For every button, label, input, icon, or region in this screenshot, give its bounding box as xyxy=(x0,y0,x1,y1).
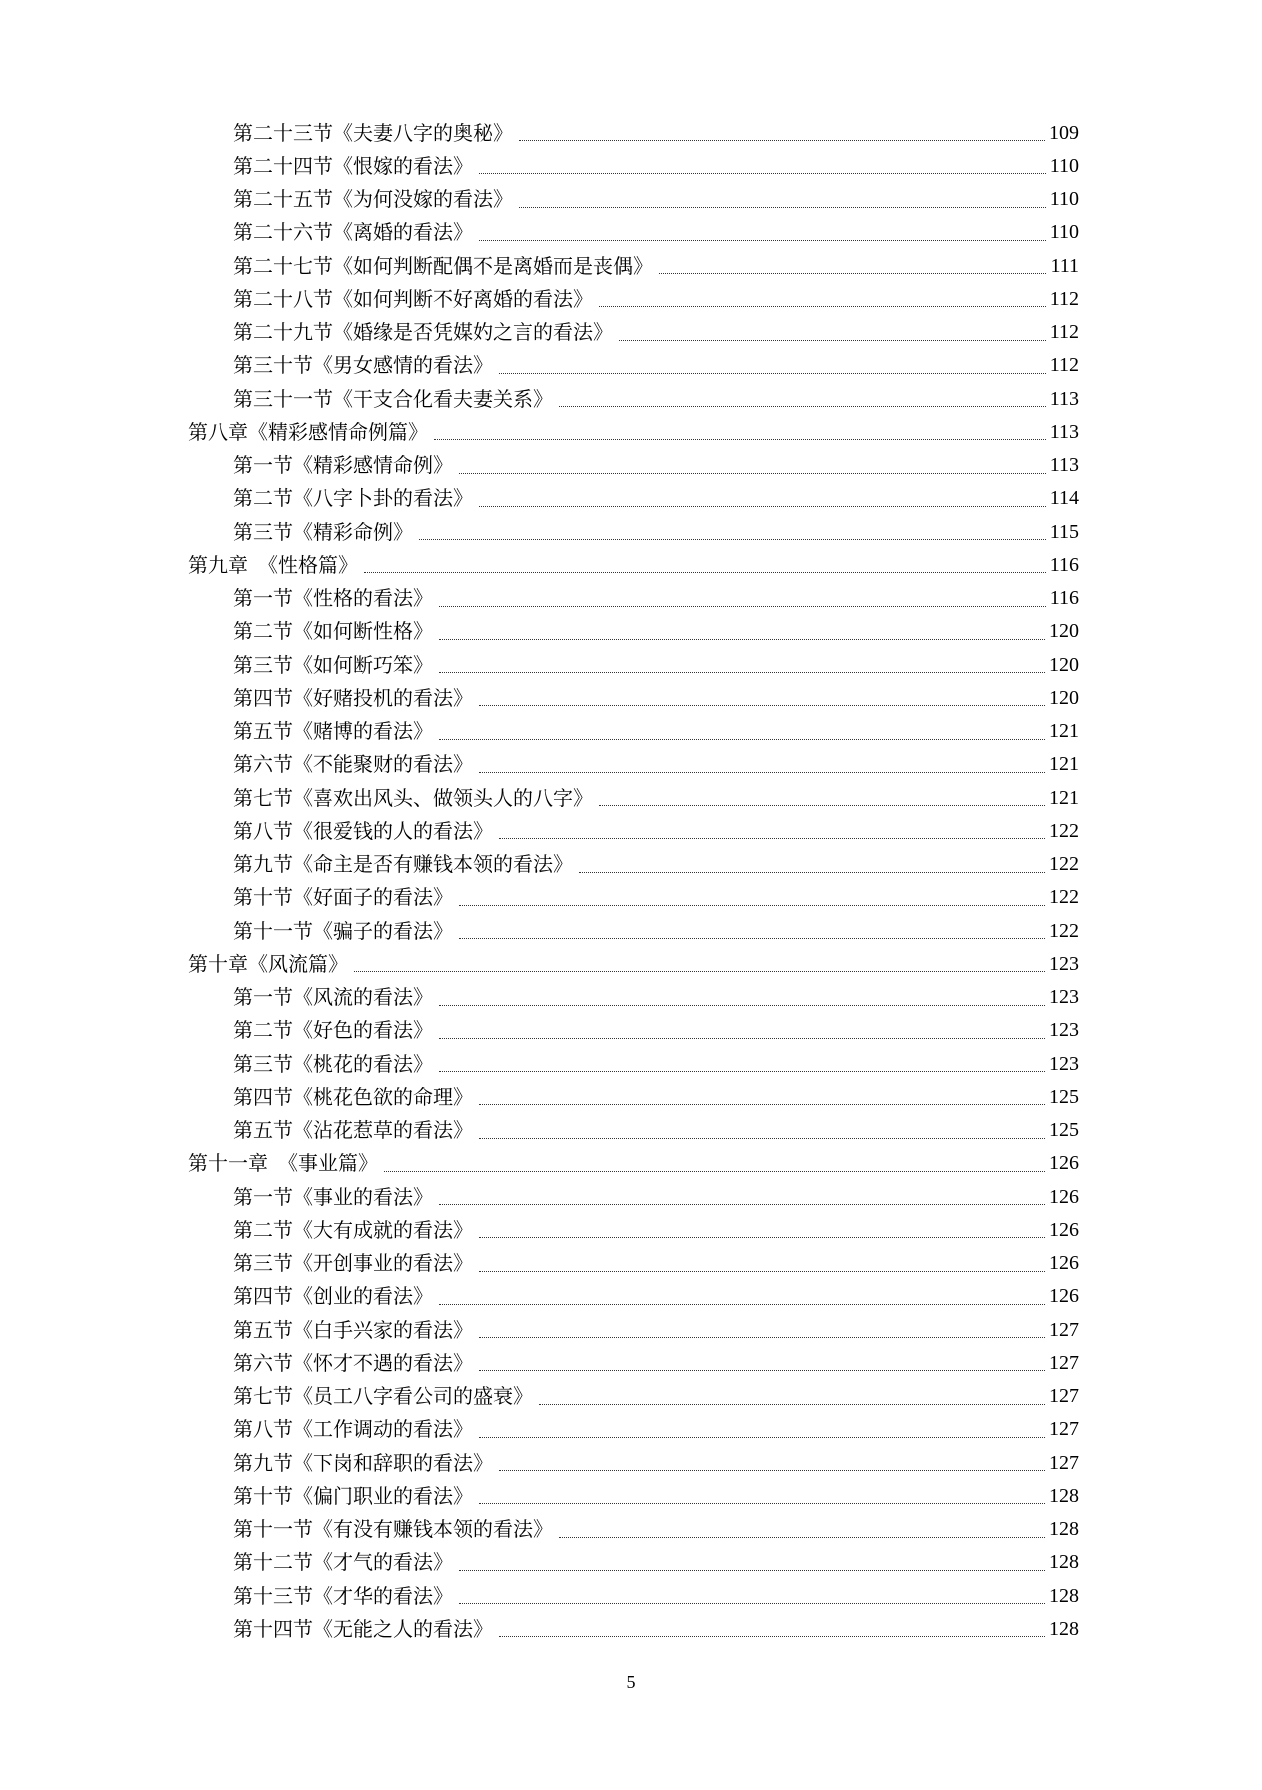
toc-section-entry[interactable] xyxy=(0,781,1079,814)
toc-dot-leader xyxy=(459,938,1045,939)
toc-entry-title: 第二节《如何断性格》 xyxy=(233,619,433,644)
toc-entry-page-number: 123 xyxy=(1049,952,1079,975)
toc-entry-title: 第二节《好色的看法》 xyxy=(233,1018,433,1043)
toc-entry-title: 第三节《桃花的看法》 xyxy=(233,1051,433,1076)
toc-section-entry[interactable] xyxy=(0,814,1079,847)
toc-section-entry[interactable] xyxy=(0,1479,1079,1512)
toc-dot-leader xyxy=(599,306,1046,307)
toc-section-entry[interactable] xyxy=(0,515,1079,548)
toc-section-entry[interactable] xyxy=(0,981,1079,1014)
toc-section-entry[interactable] xyxy=(0,183,1079,216)
toc-dot-leader xyxy=(479,1237,1045,1238)
toc-entry-title: 第六节《怀才不遇的看法》 xyxy=(233,1350,473,1375)
toc-entry-title: 第九章 《性格篇》 xyxy=(188,552,358,577)
toc-entry-title: 第十一节《有没有赚钱本领的看法》 xyxy=(233,1517,553,1542)
toc-entry-page-number: 123 xyxy=(1049,1019,1079,1042)
toc-chapter-entry[interactable] xyxy=(0,548,1079,581)
toc-entry-title: 第二节《八字卜卦的看法》 xyxy=(233,486,473,511)
toc-entry-page-number: 128 xyxy=(1049,1484,1079,1507)
toc-section-entry[interactable] xyxy=(0,216,1079,249)
toc-entry-page-number: 122 xyxy=(1049,853,1079,876)
toc-entry-title: 第四节《桃花色欲的命理》 xyxy=(233,1084,473,1109)
toc-entry-title: 第二十九节《婚缘是否凭媒妁之言的看法》 xyxy=(233,320,613,345)
toc-entry-title: 第一节《事业的看法》 xyxy=(233,1184,433,1209)
toc-dot-leader xyxy=(559,1537,1045,1538)
toc-dot-leader xyxy=(354,971,1045,972)
toc-section-entry[interactable] xyxy=(0,316,1079,349)
toc-dot-leader xyxy=(419,539,1046,540)
toc-dot-leader xyxy=(499,373,1046,374)
toc-entry-page-number: 127 xyxy=(1049,1385,1079,1408)
toc-section-entry[interactable] xyxy=(0,1513,1079,1546)
toc-entry-title: 第二十八节《如何判断不好离婚的看法》 xyxy=(233,286,593,311)
toc-entry-title: 第五节《沾花惹草的看法》 xyxy=(233,1118,473,1143)
toc-entry-page-number: 111 xyxy=(1050,254,1079,277)
toc-entry-title: 第十三节《才华的看法》 xyxy=(233,1583,453,1608)
toc-section-entry[interactable] xyxy=(0,615,1079,648)
toc-dot-leader xyxy=(459,1570,1045,1571)
toc-entry-page-number: 123 xyxy=(1049,986,1079,1009)
toc-section-entry[interactable] xyxy=(0,1612,1079,1645)
toc-entry-title: 第二十七节《如何判断配偶不是离婚而是丧偶》 xyxy=(233,253,653,278)
toc-section-entry[interactable] xyxy=(0,1280,1079,1313)
toc-section-entry[interactable] xyxy=(0,1446,1079,1479)
toc-entry-page-number: 114 xyxy=(1049,487,1079,510)
toc-dot-leader xyxy=(364,572,1046,573)
toc-entry-title: 第七节《员工八字看公司的盛衰》 xyxy=(233,1384,533,1409)
toc-entry-page-number: 122 xyxy=(1049,919,1079,942)
toc-entry-page-number: 126 xyxy=(1049,1152,1079,1175)
toc-entry-page-number: 126 xyxy=(1049,1218,1079,1241)
toc-entry-title: 第二节《大有成就的看法》 xyxy=(233,1217,473,1242)
toc-entry-page-number: 112 xyxy=(1049,354,1079,377)
toc-entry-page-number: 128 xyxy=(1049,1551,1079,1574)
toc-entry-title: 第八节《工作调动的看法》 xyxy=(233,1417,473,1442)
toc-section-entry[interactable] xyxy=(0,482,1079,515)
toc-section-entry[interactable] xyxy=(0,681,1079,714)
toc-section-entry[interactable] xyxy=(0,914,1079,947)
toc-section-entry[interactable] xyxy=(0,1014,1079,1047)
toc-section-entry[interactable] xyxy=(0,881,1079,914)
toc-section-entry[interactable] xyxy=(0,1047,1079,1080)
page-number: 5 xyxy=(626,1672,636,1692)
toc-dot-leader xyxy=(439,1304,1045,1305)
toc-dot-leader xyxy=(599,805,1045,806)
toc-entry-page-number: 125 xyxy=(1049,1085,1079,1108)
toc-entry-page-number: 123 xyxy=(1049,1052,1079,1075)
toc-section-entry[interactable] xyxy=(0,1080,1079,1113)
toc-entry-page-number: 113 xyxy=(1049,387,1079,410)
toc-dot-leader xyxy=(479,1104,1045,1105)
toc-entry-page-number: 121 xyxy=(1049,786,1079,809)
toc-dot-leader xyxy=(479,1503,1045,1504)
toc-dot-leader xyxy=(459,1603,1045,1604)
toc-section-entry[interactable] xyxy=(0,349,1079,382)
toc-entry-page-number: 127 xyxy=(1049,1318,1079,1341)
toc-entry-title: 第九节《下岗和辞职的看法》 xyxy=(233,1450,493,1475)
toc-entry-title: 第三节《开创事业的看法》 xyxy=(233,1251,473,1276)
toc-entry-title: 第八节《很爱钱的人的看法》 xyxy=(233,818,493,843)
toc-entry-title: 第十四节《无能之人的看法》 xyxy=(233,1616,493,1641)
toc-entry-page-number: 122 xyxy=(1049,886,1079,909)
toc-dot-leader xyxy=(439,1005,1045,1006)
toc-dot-leader xyxy=(539,1404,1045,1405)
toc-section-entry[interactable] xyxy=(0,1546,1079,1579)
toc-entry-title: 第十二节《才气的看法》 xyxy=(233,1550,453,1575)
toc-section-entry[interactable] xyxy=(0,382,1079,415)
toc-dot-leader xyxy=(499,1470,1045,1471)
toc-dot-leader xyxy=(499,838,1045,839)
toc-entry-title: 第一节《风流的看法》 xyxy=(233,985,433,1010)
toc-dot-leader xyxy=(439,1071,1045,1072)
toc-chapter-entry[interactable] xyxy=(0,947,1079,980)
toc-entry-title: 第三十节《男女感情的看法》 xyxy=(233,353,493,378)
toc-entry-title: 第五节《白手兴家的看法》 xyxy=(233,1317,473,1342)
toc-entry-title: 第八章《精彩感情命例篇》 xyxy=(188,419,428,444)
toc-dot-leader xyxy=(479,1370,1045,1371)
toc-dot-leader xyxy=(459,905,1045,906)
toc-dot-leader xyxy=(439,606,1046,607)
toc-entry-title: 第四节《创业的看法》 xyxy=(233,1284,433,1309)
toc-dot-leader xyxy=(479,1138,1045,1139)
toc-entry-page-number: 115 xyxy=(1049,520,1079,543)
toc-entry-page-number: 112 xyxy=(1049,287,1079,310)
toc-entry-page-number: 120 xyxy=(1049,620,1079,643)
toc-dot-leader xyxy=(459,473,1046,474)
toc-dot-leader xyxy=(479,173,1046,174)
toc-entry-page-number: 121 xyxy=(1049,720,1079,743)
toc-entry-title: 第三节《精彩命例》 xyxy=(233,519,413,544)
toc-entry-page-number: 113 xyxy=(1049,454,1079,477)
toc-entry-page-number: 116 xyxy=(1049,587,1079,610)
toc-section-entry[interactable] xyxy=(0,282,1079,315)
toc-dot-leader xyxy=(659,273,1046,274)
toc-entry-title: 第七节《喜欢出风头、做领头人的八字》 xyxy=(233,785,593,810)
toc-entry-page-number: 126 xyxy=(1049,1285,1079,1308)
toc-entry-title: 第十节《好面子的看法》 xyxy=(233,885,453,910)
toc-entry-title: 第十章《风流篇》 xyxy=(188,951,348,976)
toc-entry-page-number: 125 xyxy=(1049,1119,1079,1142)
toc-entry-page-number: 126 xyxy=(1049,1185,1079,1208)
toc-entry-page-number: 116 xyxy=(1049,553,1079,576)
toc-dot-leader xyxy=(439,672,1045,673)
toc-section-entry[interactable] xyxy=(0,582,1079,615)
toc-dot-leader xyxy=(439,739,1045,740)
toc-entry-title: 第一节《性格的看法》 xyxy=(233,586,433,611)
toc-entry-page-number: 120 xyxy=(1049,686,1079,709)
toc-dot-leader xyxy=(579,872,1045,873)
toc-entry-page-number: 127 xyxy=(1049,1351,1079,1374)
toc-section-entry[interactable] xyxy=(0,1247,1079,1280)
toc-section-entry[interactable] xyxy=(0,715,1079,748)
toc-entry-page-number: 121 xyxy=(1049,753,1079,776)
toc-dot-leader xyxy=(439,639,1045,640)
toc-dot-leader xyxy=(439,1204,1045,1205)
toc-section-entry[interactable] xyxy=(0,249,1079,282)
toc-entry-page-number: 112 xyxy=(1049,321,1079,344)
toc-entry-title: 第一节《精彩感情命例》 xyxy=(233,453,453,478)
toc-section-entry[interactable] xyxy=(0,1380,1079,1413)
toc-chapter-entry[interactable] xyxy=(0,415,1079,448)
toc-section-entry[interactable] xyxy=(0,648,1079,681)
toc-dot-leader xyxy=(619,340,1046,341)
toc-dot-leader xyxy=(434,439,1046,440)
toc-entry-title: 第二十五节《为何没嫁的看法》 xyxy=(233,187,513,212)
toc-dot-leader xyxy=(479,1337,1045,1338)
toc-section-entry[interactable] xyxy=(0,1114,1079,1147)
toc-dot-leader xyxy=(479,1271,1045,1272)
toc-entry-title: 第四节《好赌投机的看法》 xyxy=(233,685,473,710)
toc-section-entry[interactable] xyxy=(0,1346,1079,1379)
toc-entry-page-number: 128 xyxy=(1049,1518,1079,1541)
toc-entry-page-number: 110 xyxy=(1049,154,1079,177)
toc-section-entry[interactable] xyxy=(0,1213,1079,1246)
toc-dot-leader xyxy=(479,705,1045,706)
toc-entry-title: 第三节《如何断巧笨》 xyxy=(233,652,433,677)
toc-section-entry[interactable] xyxy=(0,1180,1079,1213)
toc-entry-page-number: 128 xyxy=(1049,1584,1079,1607)
toc-dot-leader xyxy=(559,406,1046,407)
toc-chapter-entry[interactable] xyxy=(0,1147,1079,1180)
toc-dot-leader xyxy=(479,240,1046,241)
toc-section-entry[interactable] xyxy=(0,116,1079,149)
toc-entry-page-number: 120 xyxy=(1049,653,1079,676)
toc-entry-title: 第二十四节《恨嫁的看法》 xyxy=(233,153,473,178)
toc-entry-page-number: 109 xyxy=(1049,121,1079,144)
toc-entry-title: 第十节《偏门职业的看法》 xyxy=(233,1483,473,1508)
toc-entry-page-number: 128 xyxy=(1049,1617,1079,1640)
toc-dot-leader xyxy=(519,140,1045,141)
toc-entry-page-number: 127 xyxy=(1049,1418,1079,1441)
toc-dot-leader xyxy=(519,207,1046,208)
table-of-contents xyxy=(0,116,1262,1646)
toc-section-entry[interactable] xyxy=(0,748,1079,781)
toc-entry-page-number: 126 xyxy=(1049,1252,1079,1275)
toc-entry-title: 第九节《命主是否有赚钱本领的看法》 xyxy=(233,852,573,877)
toc-entry-title: 第五节《赌博的看法》 xyxy=(233,719,433,744)
toc-dot-leader xyxy=(439,1038,1045,1039)
toc-entry-title: 第二十六节《离婚的看法》 xyxy=(233,220,473,245)
toc-entry-page-number: 110 xyxy=(1049,221,1079,244)
toc-entry-title: 第六节《不能聚财的看法》 xyxy=(233,752,473,777)
toc-section-entry[interactable] xyxy=(0,1313,1079,1346)
toc-section-entry[interactable] xyxy=(0,149,1079,182)
toc-dot-leader xyxy=(479,506,1046,507)
toc-entry-title: 第二十三节《夫妻八字的奥秘》 xyxy=(233,120,513,145)
toc-dot-leader xyxy=(499,1636,1045,1637)
toc-entry-title: 第三十一节《干支合化看夫妻关系》 xyxy=(233,386,553,411)
toc-entry-page-number: 110 xyxy=(1049,188,1079,211)
toc-dot-leader xyxy=(479,1437,1045,1438)
toc-section-entry[interactable] xyxy=(0,848,1079,881)
toc-section-entry[interactable] xyxy=(0,1579,1079,1612)
toc-entry-page-number: 122 xyxy=(1049,819,1079,842)
toc-entry-page-number: 113 xyxy=(1049,420,1079,443)
toc-entry-title: 第十一章 《事业篇》 xyxy=(188,1151,378,1176)
toc-section-entry[interactable] xyxy=(0,1413,1079,1446)
toc-dot-leader xyxy=(384,1171,1045,1172)
toc-section-entry[interactable] xyxy=(0,449,1079,482)
toc-entry-page-number: 127 xyxy=(1049,1451,1079,1474)
toc-entry-title: 第十一节《骗子的看法》 xyxy=(233,918,453,943)
toc-dot-leader xyxy=(479,772,1045,773)
